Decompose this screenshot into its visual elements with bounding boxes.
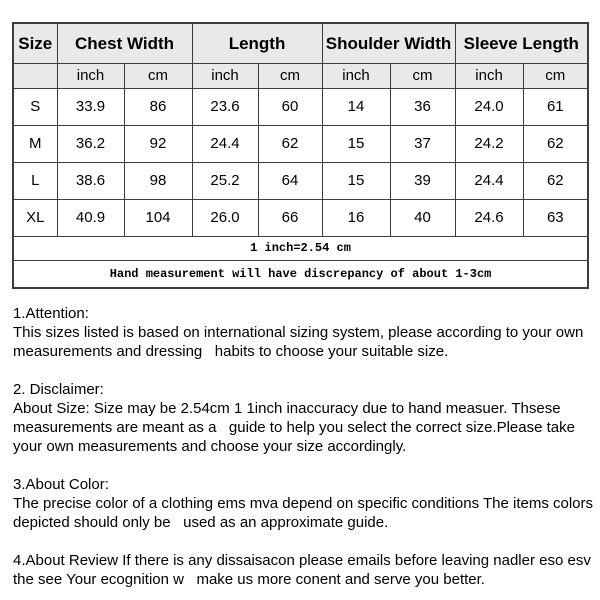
value-cell: 39	[390, 162, 455, 199]
unit-cell: cm	[258, 63, 322, 88]
value-cell: 16	[322, 199, 390, 236]
note-inch-conversion: 1 inch=2.54 cm	[13, 236, 588, 260]
value-cell: 62	[523, 162, 588, 199]
value-cell: 36.2	[57, 125, 124, 162]
size-chart-page	[0, 22, 600, 600]
value-cell: 66	[258, 199, 322, 236]
value-cell: 23.6	[192, 88, 258, 125]
paragraph-body: About Size: Size may be 2.54cm 1 1inch inaccuracy due to hand measuer. Thsese measurements are meant as a guide to help you select the correct size.Please take your own measurements and choose your size accordingly.	[13, 400, 580, 455]
header-length: Length	[192, 23, 322, 63]
value-cell: 14	[322, 88, 390, 125]
table-row-xl	[13, 199, 588, 236]
value-cell: 15	[322, 162, 390, 199]
value-cell: 33.9	[57, 88, 124, 125]
table-row-s	[13, 88, 588, 125]
value-cell: 86	[124, 88, 192, 125]
unit-cell: inch	[322, 63, 390, 88]
note-row-inch-conversion	[13, 236, 588, 260]
table-row-l	[13, 162, 588, 199]
value-cell: 24.6	[455, 199, 523, 236]
value-cell: 98	[124, 162, 192, 199]
unit-cell: inch	[192, 63, 258, 88]
unit-cell: cm	[390, 63, 455, 88]
unit-cell: inch	[57, 63, 124, 88]
value-cell: 24.0	[455, 88, 523, 125]
size-label: M	[13, 125, 57, 162]
value-cell: 62	[523, 125, 588, 162]
value-cell: 104	[124, 199, 192, 236]
value-cell: 40	[390, 199, 455, 236]
unit-cell: inch	[455, 63, 523, 88]
size-label: XL	[13, 199, 57, 236]
paragraph-attention	[13, 304, 595, 361]
value-cell: 40.9	[57, 199, 124, 236]
value-cell: 63	[523, 199, 588, 236]
table-row-m	[13, 125, 588, 162]
paragraph-about-review	[13, 551, 595, 589]
value-cell: 38.6	[57, 162, 124, 199]
table-unit-row	[13, 63, 588, 88]
value-cell: 92	[124, 125, 192, 162]
value-cell: 60	[258, 88, 322, 125]
paragraph-title: 2. Disclaimer:	[13, 381, 104, 398]
value-cell: 62	[258, 125, 322, 162]
paragraph-body: The precise color of a clothing ems mva depend on specific conditions The items colors depicted should only be used as an approximate guide.	[13, 495, 598, 531]
size-chart-table	[12, 22, 589, 289]
value-cell: 61	[523, 88, 588, 125]
note-discrepancy: Hand measurement will have discrepancy of about 1-3cm	[13, 260, 588, 288]
value-cell: 26.0	[192, 199, 258, 236]
value-cell: 24.4	[192, 125, 258, 162]
value-cell: 15	[322, 125, 390, 162]
size-label: L	[13, 162, 57, 199]
unit-empty-cell	[13, 63, 57, 88]
note-row-discrepancy	[13, 260, 588, 288]
value-cell: 24.4	[455, 162, 523, 199]
header-chest-width: Chest Width	[57, 23, 192, 63]
paragraph-title: 1.Attention:	[13, 305, 89, 322]
table-header-row	[13, 23, 588, 63]
value-cell: 36	[390, 88, 455, 125]
paragraph-disclaimer	[13, 380, 595, 456]
value-cell: 37	[390, 125, 455, 162]
value-cell: 24.2	[455, 125, 523, 162]
unit-cell: cm	[523, 63, 588, 88]
header-sleeve-length: Sleeve Length	[455, 23, 588, 63]
value-cell: 64	[258, 162, 322, 199]
paragraph-about-color	[13, 475, 598, 532]
paragraph-title: 3.About Color:	[13, 476, 109, 493]
notes-text-block	[13, 304, 598, 589]
unit-cell: cm	[124, 63, 192, 88]
paragraph-body: This sizes listed is based on international sizing system, please according to your own measurements and dressing habits to choose your suitable size.	[13, 324, 588, 360]
value-cell: 25.2	[192, 162, 258, 199]
size-label: S	[13, 88, 57, 125]
header-size: Size	[13, 23, 57, 63]
paragraph-body: 4.About Review If there is any dissaisacon please emails before leaving nadler eso esv the see Your ecognition w make us more conent and serve you better.	[13, 552, 595, 588]
header-shoulder-width: Shoulder Width	[322, 23, 455, 63]
